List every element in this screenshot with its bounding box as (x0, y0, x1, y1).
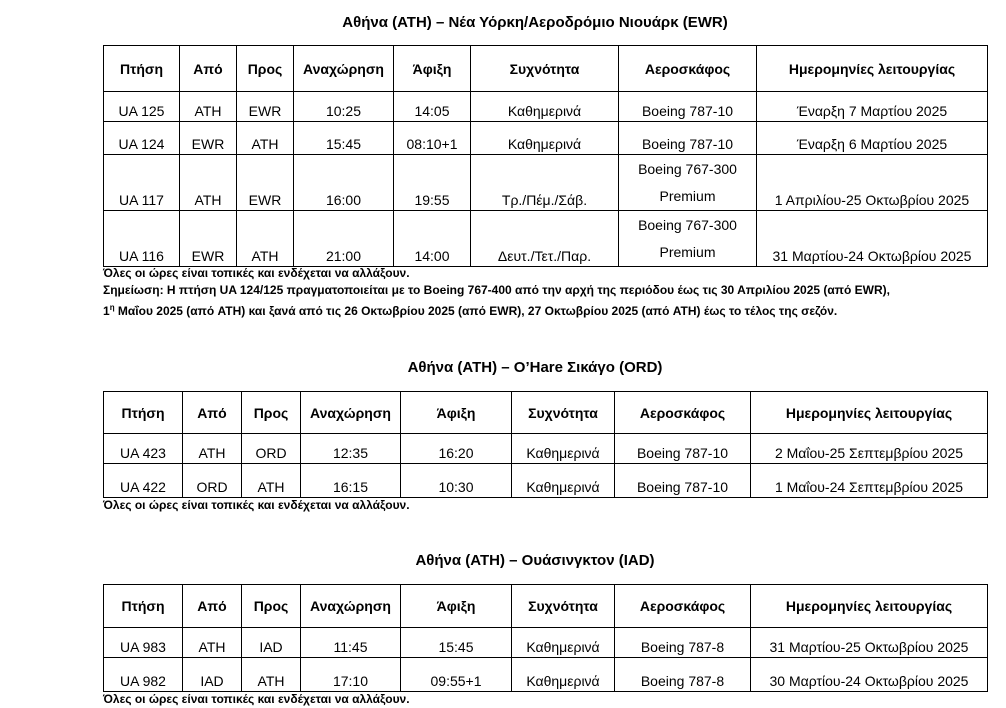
from-cell: ATH (180, 92, 237, 122)
departure-cell: 21:00 (294, 211, 394, 267)
aircraft-line: Boeing 767-300 (638, 216, 737, 233)
col-header-arrival: Άφιξη (401, 585, 512, 628)
col-header-to: Προς (237, 46, 294, 92)
frequency-cell: Δευτ./Τετ./Παρ. (471, 211, 619, 267)
table-row (104, 434, 988, 464)
from-cell: ATH (180, 155, 237, 211)
to-cell: IAD (242, 628, 301, 658)
departure-cell: 10:25 (294, 92, 394, 122)
note-text: Μαΐου 2025 (από ATH) και ξανά από τις 26 Οκτωβρίου 2025 (από EWR), 27 Οκτωβρίου 2025 (από ATH) έως το τέλος της σεζόν. (114, 304, 838, 318)
from-cell: ATH (183, 434, 242, 464)
col-header-departure: Αναχώρηση (301, 392, 401, 434)
aircraft-cell: Boeing 787-10 (619, 122, 757, 155)
departure-cell: 17:10 (301, 658, 401, 692)
aircraft-cell: Boeing 787-10 (615, 434, 751, 464)
col-header-aircraft: Αεροσκάφος (615, 392, 751, 434)
arrival-cell: 15:45 (401, 628, 512, 658)
col-header-aircraft: Αεροσκάφος (619, 46, 757, 92)
col-header-to: Προς (242, 392, 301, 434)
departure-cell: 16:00 (294, 155, 394, 211)
to-cell: ATH (242, 658, 301, 692)
col-header-frequency: Συχνότητα (471, 46, 619, 92)
col-header-from: Από (183, 392, 242, 434)
arrival-cell: 09:55+1 (401, 658, 512, 692)
footnote: Όλες οι ώρες είναι τοπικές και ενδέχεται να αλλάξουν. (103, 498, 410, 512)
footnote: Όλες οι ώρες είναι τοπικές και ενδέχεται να αλλάξουν. (103, 692, 410, 706)
aircraft-cell: Boeing 787-10 (619, 92, 757, 122)
frequency-cell: Καθημερινά (512, 628, 615, 658)
col-header-from: Από (180, 46, 237, 92)
header-row (104, 392, 988, 434)
departure-cell: 15:45 (294, 122, 394, 155)
schedule-table (103, 45, 988, 267)
col-header-departure: Αναχώρηση (301, 585, 401, 628)
to-cell: ORD (242, 434, 301, 464)
table-row (104, 155, 988, 211)
col-header-flight: Πτήση (104, 585, 183, 628)
dates-cell: 1 Απριλίου-25 Οκτωβρίου 2025 (757, 155, 988, 211)
table-row (104, 92, 988, 122)
flight-cell: UA 422 (104, 464, 183, 498)
departure-cell: 12:35 (301, 434, 401, 464)
table-row (104, 464, 988, 498)
section-title: Αθήνα (ATH) – Ουάσινγκτον (IAD) (415, 552, 655, 569)
flight-cell: UA 117 (104, 155, 180, 211)
section-title: Αθήνα (ATH) – Νέα Υόρκη/Αεροδρόμιο Νιουάρκ (EWR) (342, 14, 728, 31)
departure-cell: 16:15 (301, 464, 401, 498)
dates-cell: 31 Μαρτίου-24 Οκτωβρίου 2025 (757, 211, 988, 267)
dates-cell: 1 Μαΐου-24 Σεπτεμβρίου 2025 (751, 464, 988, 498)
frequency-cell: Καθημερινά (512, 464, 615, 498)
table-row (104, 628, 988, 658)
from-cell: EWR (180, 122, 237, 155)
aircraft-cell: Boeing 787-8 (615, 628, 751, 658)
section-title: Αθήνα (ATH) – O’Hare Σικάγο (ORD) (407, 359, 663, 376)
schedule-table (103, 584, 988, 692)
col-header-dates: Ημερομηνίες λειτουργίας (751, 585, 988, 628)
to-cell: EWR (237, 155, 294, 211)
aircraft-cell (619, 155, 757, 211)
col-header-arrival: Άφιξη (394, 46, 471, 92)
dates-cell: Έναρξη 6 Μαρτίου 2025 (757, 122, 988, 155)
col-header-arrival: Άφιξη (401, 392, 512, 434)
frequency-cell: Καθημερινά (471, 122, 619, 155)
to-cell: ATH (237, 211, 294, 267)
arrival-cell: 14:00 (394, 211, 471, 267)
flight-cell: UA 116 (104, 211, 180, 267)
col-header-flight: Πτήση (104, 46, 180, 92)
header-row (104, 585, 988, 628)
frequency-cell: Τρ./Πέμ./Σάβ. (471, 155, 619, 211)
aircraft-line: Boeing 767-300 (638, 160, 737, 177)
note-superscript: η (109, 303, 115, 312)
frequency-cell: Καθημερινά (471, 92, 619, 122)
frequency-cell: Καθημερινά (512, 434, 615, 464)
to-cell: ATH (237, 122, 294, 155)
table-row (104, 658, 988, 692)
schedule-table (103, 391, 988, 498)
aircraft-cell: Boeing 787-10 (615, 464, 751, 498)
col-header-frequency: Συχνότητα (512, 585, 615, 628)
col-header-dates: Ημερομηνίες λειτουργίας (751, 392, 988, 434)
dates-cell: 2 Μαΐου-25 Σεπτεμβρίου 2025 (751, 434, 988, 464)
arrival-cell: 16:20 (401, 434, 512, 464)
note-text: Σημείωση: Η πτήση UA 124/125 πραγματοποιείται με το Boeing 767-400 από την αρχή της περιόδου έως τις 30 Απριλίου 2025 (από EWR), 1 (103, 283, 890, 318)
flight-cell: UA 982 (104, 658, 183, 692)
aircraft-cell (619, 211, 757, 267)
col-header-frequency: Συχνότητα (512, 392, 615, 434)
from-cell: ORD (183, 464, 242, 498)
flight-cell: UA 125 (104, 92, 180, 122)
arrival-cell: 19:55 (394, 155, 471, 211)
arrival-cell: 10:30 (401, 464, 512, 498)
col-header-flight: Πτήση (104, 392, 183, 434)
dates-cell: 31 Μαρτίου-25 Οκτωβρίου 2025 (751, 628, 988, 658)
from-cell: ATH (183, 628, 242, 658)
col-header-departure: Αναχώρηση (294, 46, 394, 92)
to-cell: EWR (237, 92, 294, 122)
departure-cell: 11:45 (301, 628, 401, 658)
from-cell: IAD (183, 658, 242, 692)
to-cell: ATH (242, 464, 301, 498)
table-row (104, 122, 988, 155)
aircraft-line: Premium (659, 243, 716, 260)
col-header-aircraft: Αεροσκάφος (615, 585, 751, 628)
note-paragraph (103, 282, 893, 320)
aircraft-cell: Boeing 787-8 (615, 658, 751, 692)
dates-cell: Έναρξη 7 Μαρτίου 2025 (757, 92, 988, 122)
frequency-cell: Καθημερινά (512, 658, 615, 692)
flight-cell: UA 423 (104, 434, 183, 464)
table-row (104, 211, 988, 267)
from-cell: EWR (180, 211, 237, 267)
col-header-dates: Ημερομηνίες λειτουργίας (757, 46, 988, 92)
col-header-from: Από (183, 585, 242, 628)
dates-cell: 30 Μαρτίου-24 Οκτωβρίου 2025 (751, 658, 988, 692)
col-header-to: Προς (242, 585, 301, 628)
arrival-cell: 08:10+1 (394, 122, 471, 155)
footnote: Όλες οι ώρες είναι τοπικές και ενδέχεται να αλλάξουν. (103, 266, 410, 280)
flight-cell: UA 124 (104, 122, 180, 155)
aircraft-line: Premium (659, 187, 716, 204)
header-row (104, 46, 988, 92)
flight-cell: UA 983 (104, 628, 183, 658)
arrival-cell: 14:05 (394, 92, 471, 122)
